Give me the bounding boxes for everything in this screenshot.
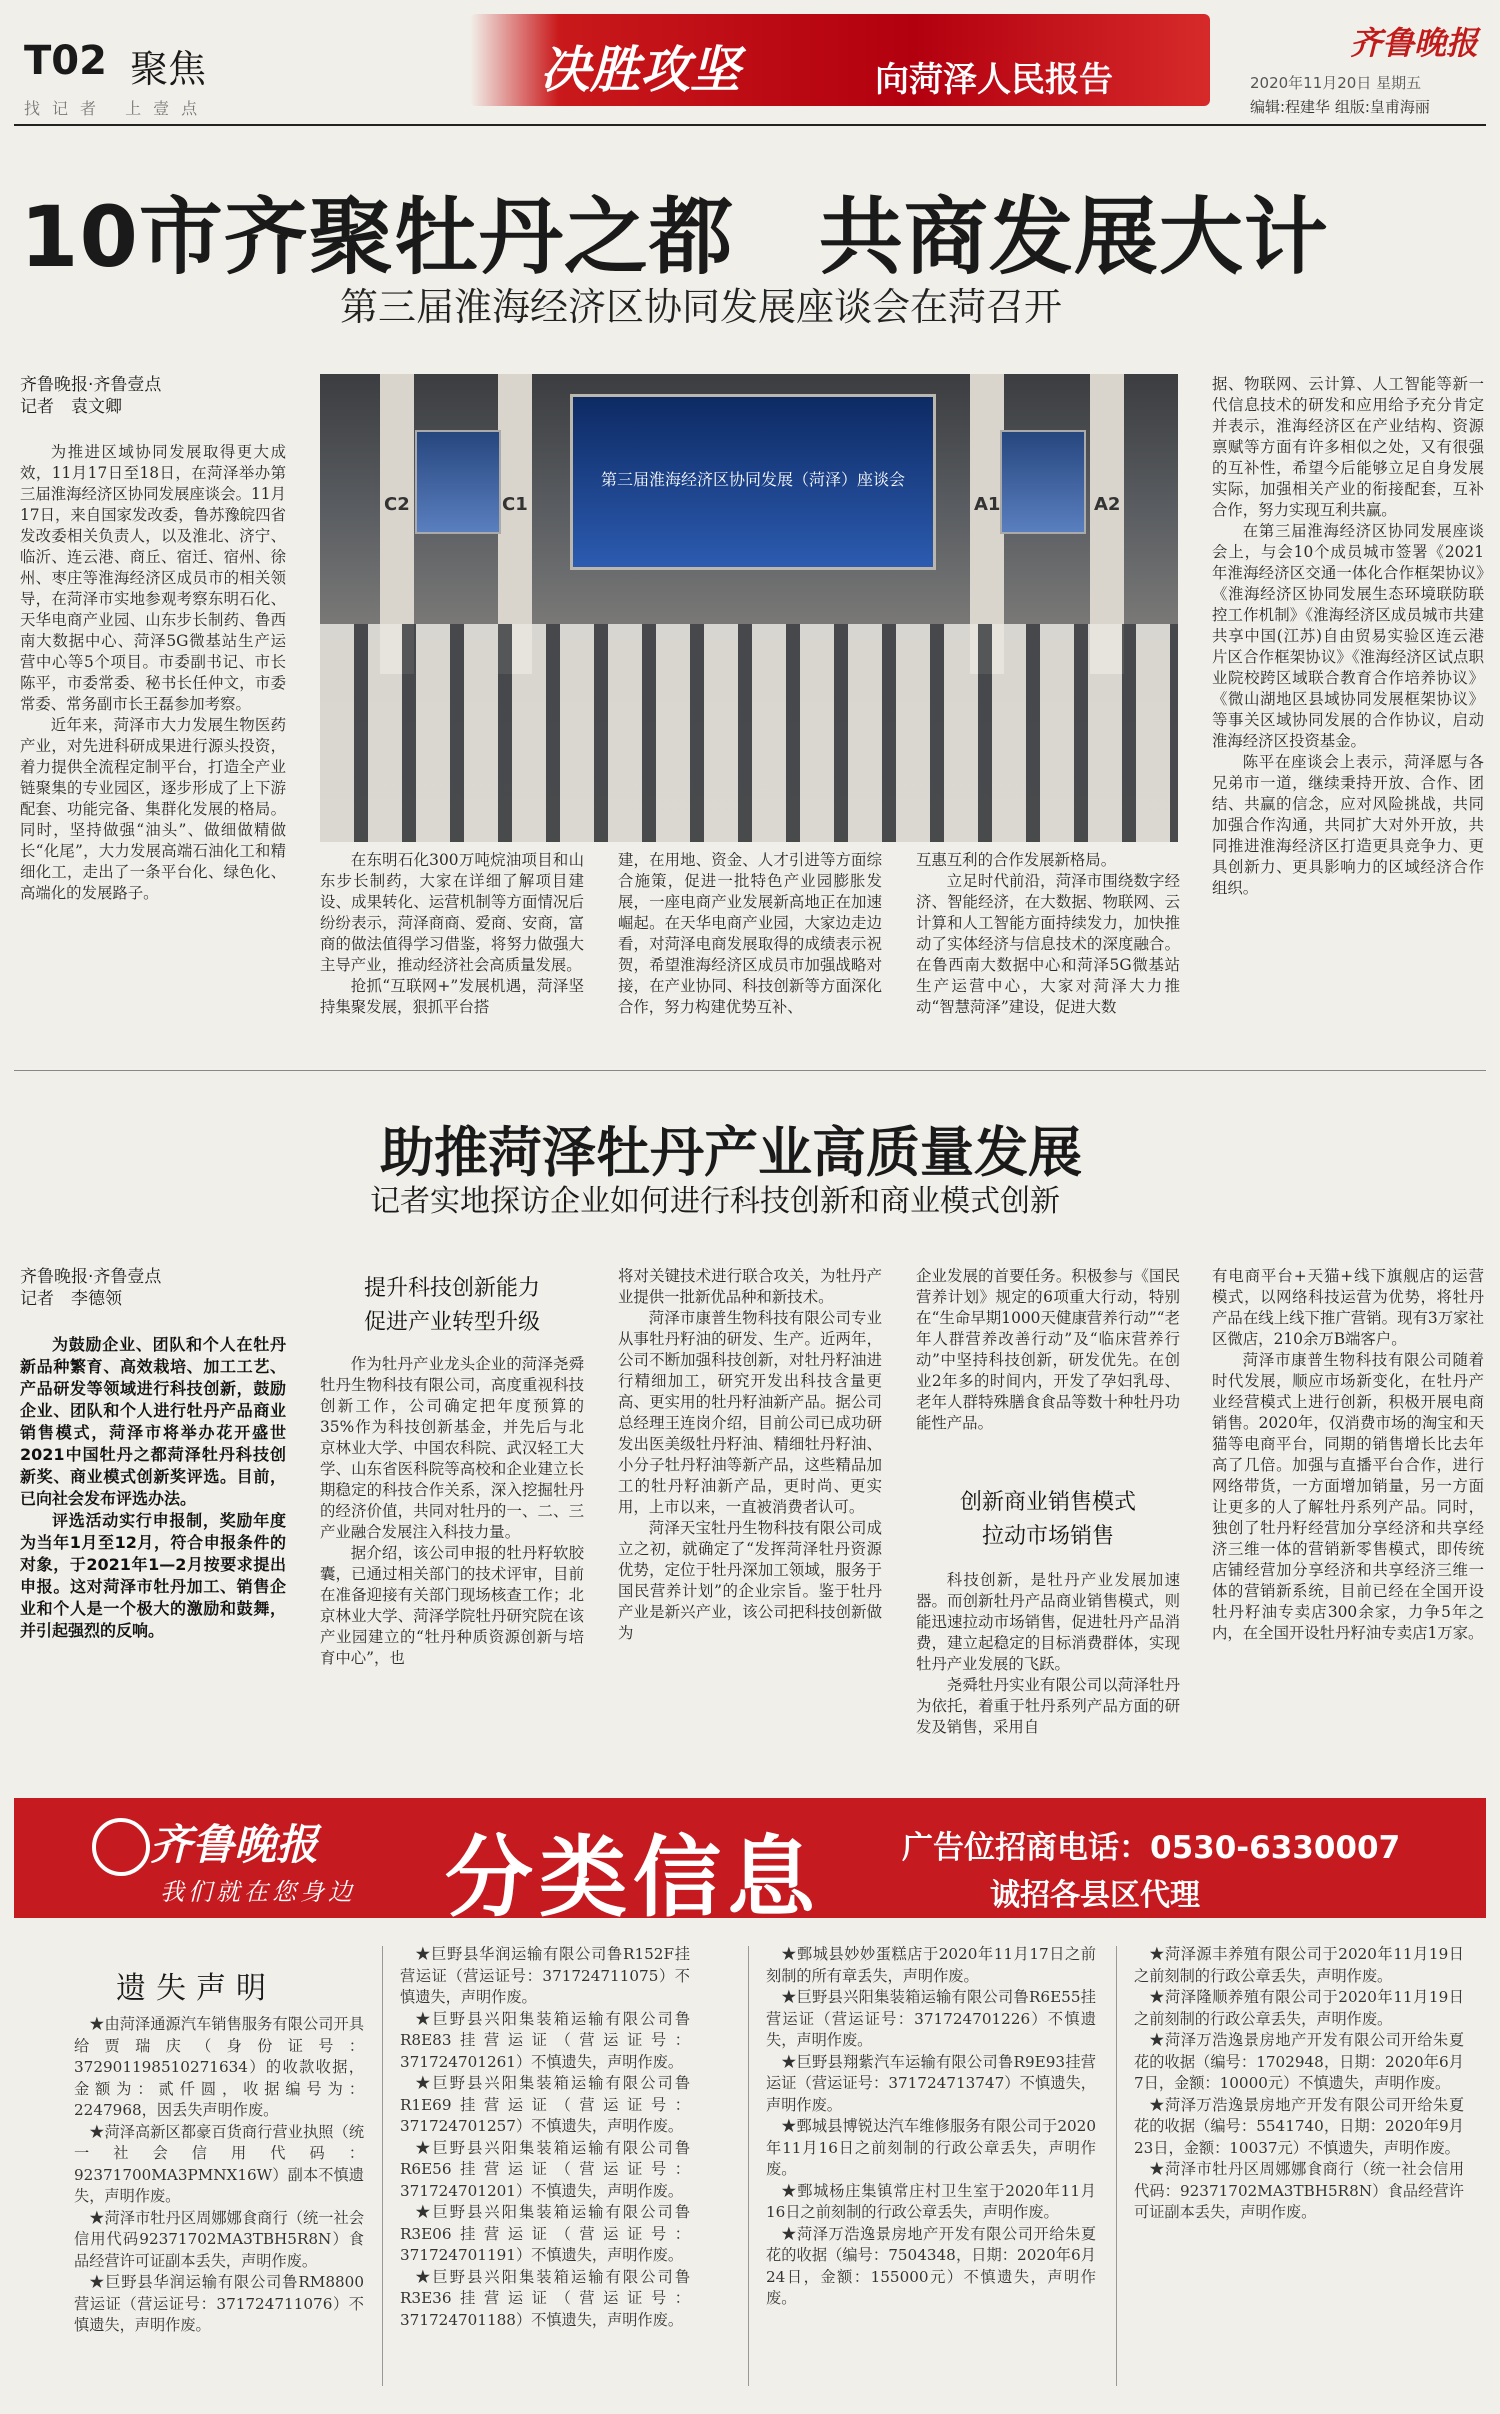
article2-byline	[20, 1266, 161, 1310]
section-divider	[14, 1070, 1486, 1071]
article2-column-5	[1212, 1266, 1484, 1784]
paragraph: 企业发展的首要任务。积极参与《国民营养计划》规定的6项重大行动，特别在“生命早期1000天健康营养行动”“老年人群营养改善行动”及“临床营养行动”中坚持科技创新，研发优先。在创业2年多的时间内，开发了孕妇乳母、老年人群特殊膳食食品等数十种牡丹功能性产品。	[916, 1267, 1180, 1432]
article2-headline: 助推菏泽牡丹产业高质量发展	[380, 1121, 1082, 1184]
article2-subheadline: 记者实地探访企业如何进行科技创新和商业模式创新	[370, 1184, 1060, 1219]
side-screen	[415, 430, 501, 534]
article2-column-4b	[916, 1570, 1180, 1784]
article1-column-1	[20, 442, 286, 1042]
stage-screen	[570, 394, 936, 570]
subhead-line: 创新商业销售模式	[959, 1490, 1136, 1515]
article1-column-5	[1212, 374, 1484, 1042]
paragraph: 据介绍，该公司申报的牡丹籽软胶囊，已通过相关部门的技术评审，目前在准备迎接有关部门现场核查工作；北京林业大学、菏泽学院牡丹研究院在该产业园建立的“牡丹种质资源创新与培育中心”，也	[320, 1544, 584, 1667]
paragraph: 据、物联网、云计算、人工智能等新一代信息技术的研发和应用给予充分肯定并表示，淮海经济区在产业结构、资源禀赋等方面有许多相似之处，又有很强的互补性，希望今后能够立足自身发展实际，加强相关产业的衔接配套，互补合作，努力实现互利共赢。	[1212, 375, 1484, 519]
paragraph: 评选活动实行申报制，奖励年度为当年1月至12月，符合申报条件的对象，于2021年1—2月按要求提出申报。这对菏泽市牡丹加工、销售企业和个人是一个极大的激励和鼓舞，并引起强烈的反响。	[20, 1511, 286, 1640]
paragraph: 有电商平台+天猫+线下旗舰店的运营模式，以网络科技运营为优势，将牡丹产品在线上线下推广营销。现有3万家社区微店，210余万B端客户。	[1212, 1267, 1484, 1348]
article2-lead	[20, 1334, 286, 1774]
pillar: C1	[498, 374, 532, 674]
classified-column-4	[1134, 1944, 1464, 2394]
notice: ★巨野县华润运输有限公司鲁RM8800营运证（营运证号：371724711076）不慎遗失，声明作废。	[74, 2273, 364, 2334]
article2-column-2	[320, 1354, 584, 1784]
article1-byline	[20, 374, 161, 418]
notice: ★巨野县兴阳集装箱运输有限公司鲁R1E69挂营运证（营运证号：371724701257）不慎遗失，声明作废。	[400, 2074, 690, 2135]
newspaper-logo-icon	[92, 1818, 150, 1876]
conference-photo	[320, 374, 1178, 842]
paragraph: 作为牡丹产业龙头企业的菏泽尧舜牡丹生物科技有限公司，高度重视科技创新工作，公司确定把年度预算的35%作为科技创新基金，并先后与北京林业大学、中国农科院、武汉轻工大学、山东省医科院等高校和企业建立长期稳定的科技合作关系，深入挖掘牡丹的经济价值，共同对牡丹的一、二、三产业融合发展注入科技力量。	[320, 1355, 584, 1541]
byline-reporter: 记者 李德领	[20, 1289, 122, 1309]
ad-phone: 广告位招商电话：0530-6330007	[902, 1830, 1401, 1866]
editor-credit: 编辑:程建华 组版:皇甫海丽	[1250, 98, 1430, 116]
page-code: T02	[24, 38, 107, 84]
classified-column-1	[74, 2014, 364, 2394]
article2-subhead-1	[320, 1272, 584, 1340]
classified-column-3	[766, 1944, 1096, 2394]
paragraph: 菏泽天宝牡丹生物科技有限公司成立之初，就确定了“发挥菏泽牡丹资源优势，定位于牡丹深加工领域，服务于国民营养计划”的企业宗旨。鉴于牡丹产业是新兴产业，该公司把科技创新做为	[618, 1519, 882, 1642]
lost-notice-title: 遗失声明	[116, 1971, 276, 2006]
pillar: A1	[970, 374, 1004, 674]
article1-subheadline: 第三届淮海经济区协同发展座谈会在菏召开	[340, 285, 1063, 329]
notice: ★菏泽市牡丹区周娜娜食商行（统一社会信用代码92371702MA3TBH5R8N）食品经营许可证副本丢失，声明作废。	[74, 2208, 364, 2270]
notice: ★菏泽隆顺养殖有限公司于2020年11月19日之前刻制的行政公章丢失，声明作废。	[1134, 1988, 1464, 2028]
stage-caption: 第三届淮海经济区协同发展（菏泽）座谈会	[600, 470, 905, 489]
article2-column-4a	[916, 1266, 1180, 1484]
newspaper-logo: 齐鲁晚报	[1350, 24, 1479, 62]
paragraph: 菏泽市康普生物科技有限公司专业从事牡丹籽油的研发、生产。近两年，公司不断加强科技创新，对牡丹籽油进行精细加工，研究开发出科技含量更高、更实用的牡丹籽油新产品。据公司总经理王连岗介绍，目前公司已成功研发出医美级牡丹籽油、精细牡丹籽油、小分子牡丹籽油等新产品，这些精品加工的牡丹籽油新产品，更时尚、更实用，上市以来，一直被消费者认可。	[618, 1309, 882, 1516]
article1-column-2	[320, 850, 584, 1042]
paragraph: 近年来，菏泽市大力发展生物医药产业，对先进科研成果进行源头投资，着力提供全流程定制平台，打造全产业链聚集的专业园区，逐步形成了上下游配套、功能完备、集群化发展的格局。同时，坚持做强“油头”、做细做精做长“化尾”，大力发展高端石油化工和精细化工，走出了一条平台化、绿色化、高端化的发展路子。	[20, 716, 286, 902]
classified-column-2	[400, 1944, 690, 2394]
byline-reporter: 记者 袁文卿	[20, 397, 122, 417]
paragraph: 为推进区域协同发展取得更大成效，11月17日至18日，在菏泽举办第三届淮海经济区协同发展座谈会。11月17日，来自国家发改委，鲁苏豫皖四省发改委相关负责人，以及淮北、济宁、临沂、连云港、商丘、宿迁、宿州、徐州、枣庄等淮海经济区成员市的相关领导，在菏泽市实地参观考察东明石化、天华电商产业园、山东步长制药、鲁西南大数据中心、菏泽5G微基站生产运营中心等5个项目。市委副书记、市长陈平，市委常委、秘书长任仲文，市委常委、常务副市长王磊参加考察。	[20, 443, 286, 713]
paragraph: 在东明石化300万吨烷油项目和山东步长制药，大家在详细了解项目建设、成果转化、运营机制等方面情况后纷纷表示，菏泽商商、爱商、安商，富商的做法值得学习借鉴，将努力做强大主导产业，推动经济社会高质量发展。	[320, 851, 584, 974]
notice: ★菏泽高新区都豪百货商行营业执照（统一社会信用代码：92371700MA3PMNX16W）副本不慎遗失，声明作废。	[74, 2122, 364, 2205]
banner-report: 向菏泽人民报告	[875, 60, 1113, 100]
notice: ★菏泽万浩逸景房地产开发有限公司开给朱夏花的收据（编号：5541740，日期：2020年9月23日，金额：10037元）不慎遗失，声明作废。	[1134, 2095, 1464, 2157]
notice: ★巨野县兴阳集装箱运输有限公司鲁R6E55挂营运证（营运证号：371724701226）不慎遗失，声明作废。	[766, 1988, 1096, 2049]
paragraph: 为鼓励企业、团队和个人在牡丹新品种繁育、高效栽培、加工工艺、产品研发等领域进行科技创新，鼓励企业、团队和个人进行牡丹产品商业销售模式，菏泽市将举办花开盛世2021中国牡丹之都菏泽牡丹科技创新奖、商业模式创新奖评选。目前，已向社会发布评选办法。	[20, 1335, 286, 1508]
paragraph: 将对关键技术进行联合攻关，为牡丹产业提供一批新优品种和新技术。	[618, 1267, 882, 1306]
notice: ★菏泽万浩逸景房地产开发有限公司开给朱夏花的收据（编号：7504348，日期：2020年6月24日，金额：155000元）不慎遗失，声明作废。	[766, 2224, 1096, 2307]
notice: ★巨野县兴阳集装箱运输有限公司鲁R3E06挂营运证（营运证号：371724701191）不慎遗失，声明作废。	[400, 2203, 690, 2264]
side-screen	[1000, 430, 1086, 534]
notice: ★菏泽市牡丹区周娜娜食商行（统一社会信用代码：92371702MA3TBH5R8N）食品经营许可证副本丢失，声明作废。	[1134, 2160, 1464, 2221]
section-tagline: 找记者 上壹点	[24, 99, 210, 118]
column-rule	[748, 1946, 749, 2386]
pillar: C2	[380, 374, 414, 674]
article1-column-3	[618, 850, 882, 1042]
issue-date: 2020年11月20日 星期五	[1250, 74, 1422, 92]
paragraph: 抢抓“互联网+”发展机遇，菏泽坚持集聚发展，狠抓平台搭	[320, 977, 584, 1016]
banner-slogan: 决胜攻坚	[540, 40, 740, 99]
notice: ★鄄城县博锐达汽车维修服务有限公司于2020年11月16日之前刻制的行政公章丢失，声明作废。	[766, 2117, 1096, 2178]
column-rule	[382, 1946, 383, 2386]
notice: ★巨野县兴阳集装箱运输有限公司鲁R6E56挂营运证（营运证号：371724701201）不慎遗失，声明作废。	[400, 2138, 690, 2200]
article1-column-4	[916, 850, 1180, 1042]
classified-title: 分类信息	[445, 1826, 822, 1929]
notice: ★鄄城县妙妙蛋糕店于2020年11月17日之前刻制的所有章丢失，声明作废。	[766, 1945, 1096, 1985]
paragraph: 立足时代前沿，菏泽市围绕数字经济、智能经济，在大数据、物联网、云计算和人工智能方面持续发力，加快推动了实体经济与信息技术的深度融合。在鲁西南大数据中心和菏泽5G微基站生产运营中心，大家对菏泽大力推动“智慧菏泽”建设，促进大数	[916, 872, 1180, 1016]
notice: ★菏泽万浩逸景房地产开发有限公司开给朱夏花的收据（编号：1702948，日期：2020年6月7日，金额：10000元）不慎遗失，声明作废。	[1134, 2031, 1464, 2092]
article2-column-3	[618, 1266, 882, 1784]
byline-source: 齐鲁晚报·齐鲁壹点	[20, 1267, 162, 1287]
notice: ★巨野县翔紫汽车运输有限公司鲁R9E93挂营运证（营运证号：371724713747）不慎遗失，声明作废。	[766, 2052, 1096, 2114]
notice: ★巨野县兴阳集装箱运输有限公司鲁R3E36挂营运证（营运证号：371724701188）不慎遗失，声明作废。	[400, 2267, 690, 2329]
paragraph: 陈平在座谈会上表示，菏泽愿与各兄弟市一道，继续秉持开放、合作、团结、共赢的信念，应对风险挑战，共同加强合作沟通，共同扩大对外开放，共同推进淮海经济区打造更具竞争力、更具创新力、更具影响力的区域经济合作组织。	[1212, 753, 1484, 897]
header-divider	[14, 124, 1486, 126]
notice: ★菏泽源丰养殖有限公司于2020年11月19日之前刻制的行政公章丢失，声明作废。	[1134, 1945, 1464, 1985]
paragraph: 菏泽市康普生物科技有限公司随着时代发展，顺应市场新变化，在牡丹产业经营模式上进行创新，积极开展电商销售。2020年，仅消费市场的淘宝和天猫等电商平台，同期的销售增长比去年高了几倍。加强与直播平台合作，进行网络带货，一方面增加销量，另一方面让更多的人了解牡丹系列产品。同时，独创了牡丹籽经营加分享经济和共享经济三维一体的营销新零售模式，即传统店铺经营加分享经济和共享经济三维一体的营销新系统，目前已经在全国开设牡丹籽油专卖店300余家，力争5年之内，在全国开设牡丹籽油专卖店1万家。	[1212, 1351, 1484, 1642]
section-name: 聚焦	[130, 47, 207, 91]
audience-tables	[320, 624, 1178, 842]
ad-agent-recruit: 诚招各县区代理	[990, 1878, 1200, 1913]
notice: ★由菏泽通源汽车销售服务有限公司开具给贾瑞庆（身份证号：372901198510271634）的收款收据，金额为：贰仟圆，收据编号为：2247968，因丢失声明作废。	[74, 2015, 364, 2119]
byline-source: 齐鲁晚报·齐鲁壹点	[20, 375, 162, 395]
pillar: A2	[1090, 374, 1124, 674]
notice: ★巨野县兴阳集装箱运输有限公司鲁R8E83挂营运证（营运证号：371724701261）不慎遗失，声明作废。	[400, 2009, 690, 2071]
paragraph: 互惠互利的合作发展新格局。	[916, 851, 1117, 869]
subhead-line: 提升科技创新能力	[363, 1276, 540, 1301]
classified-logo: 齐鲁晚报	[150, 1820, 319, 1869]
paragraph: 科技创新，是牡丹产业发展加速器。而创新牡丹产品商业销售模式，则能迅速拉动市场销售，促进牡丹产品消费，建立起稳定的目标消费群体，实现牡丹产业发展的飞跃。	[916, 1571, 1180, 1673]
notice: ★巨野县华润运输有限公司鲁R152F挂营运证（营运证号：371724711075）不慎遗失，声明作废。	[400, 1945, 690, 2006]
subhead-line: 促进产业转型升级	[363, 1310, 540, 1335]
paragraph: 在第三届淮海经济区协同发展座谈会上，与会10个成员城市签署《2021年淮海经济区交通一体化合作框架协议》《淮海经济区协同发展生态环境联防联控工作机制》《淮海经济区成员城市共建共享中国(江苏)自由贸易实验区连云港片区合作框架协议》《淮海经济区试点职业院校跨区域联合教育合作培养协议》《微山湖地区县域协同发展框架协议》等事关区域协同发展的合作协议，启动淮海经济区投资基金。	[1212, 522, 1484, 750]
classified-slogan: 我们就在您身边	[160, 1878, 356, 1906]
article1-headline: 10市齐聚牡丹之都 共商发展大计	[20, 188, 1329, 286]
notice: ★鄄城杨庄集镇常庄村卫生室于2020年11月16日之前刻制的行政公章丢失，声明作废。	[766, 2181, 1096, 2221]
column-rule	[1116, 1946, 1117, 2386]
subhead-line: 拉动市场销售	[981, 1524, 1114, 1549]
article2-subhead-2	[916, 1486, 1180, 1554]
paragraph: 尧舜牡丹实业有限公司以菏泽牡丹为依托，着重于牡丹系列产品方面的研发及销售，采用自	[916, 1676, 1180, 1736]
paragraph: 建，在用地、资金、人才引进等方面综合施策，促进一批特色产业园膨胀发展，一座电商产业发展新高地正在加速崛起。在天华电商产业园，大家边走边看，对菏泽电商发展取得的成绩表示祝贺，希望淮海经济区成员市加强战略对接，在产业协同、科技创新等方面深化合作，努力构建优势互补、	[618, 851, 882, 1016]
